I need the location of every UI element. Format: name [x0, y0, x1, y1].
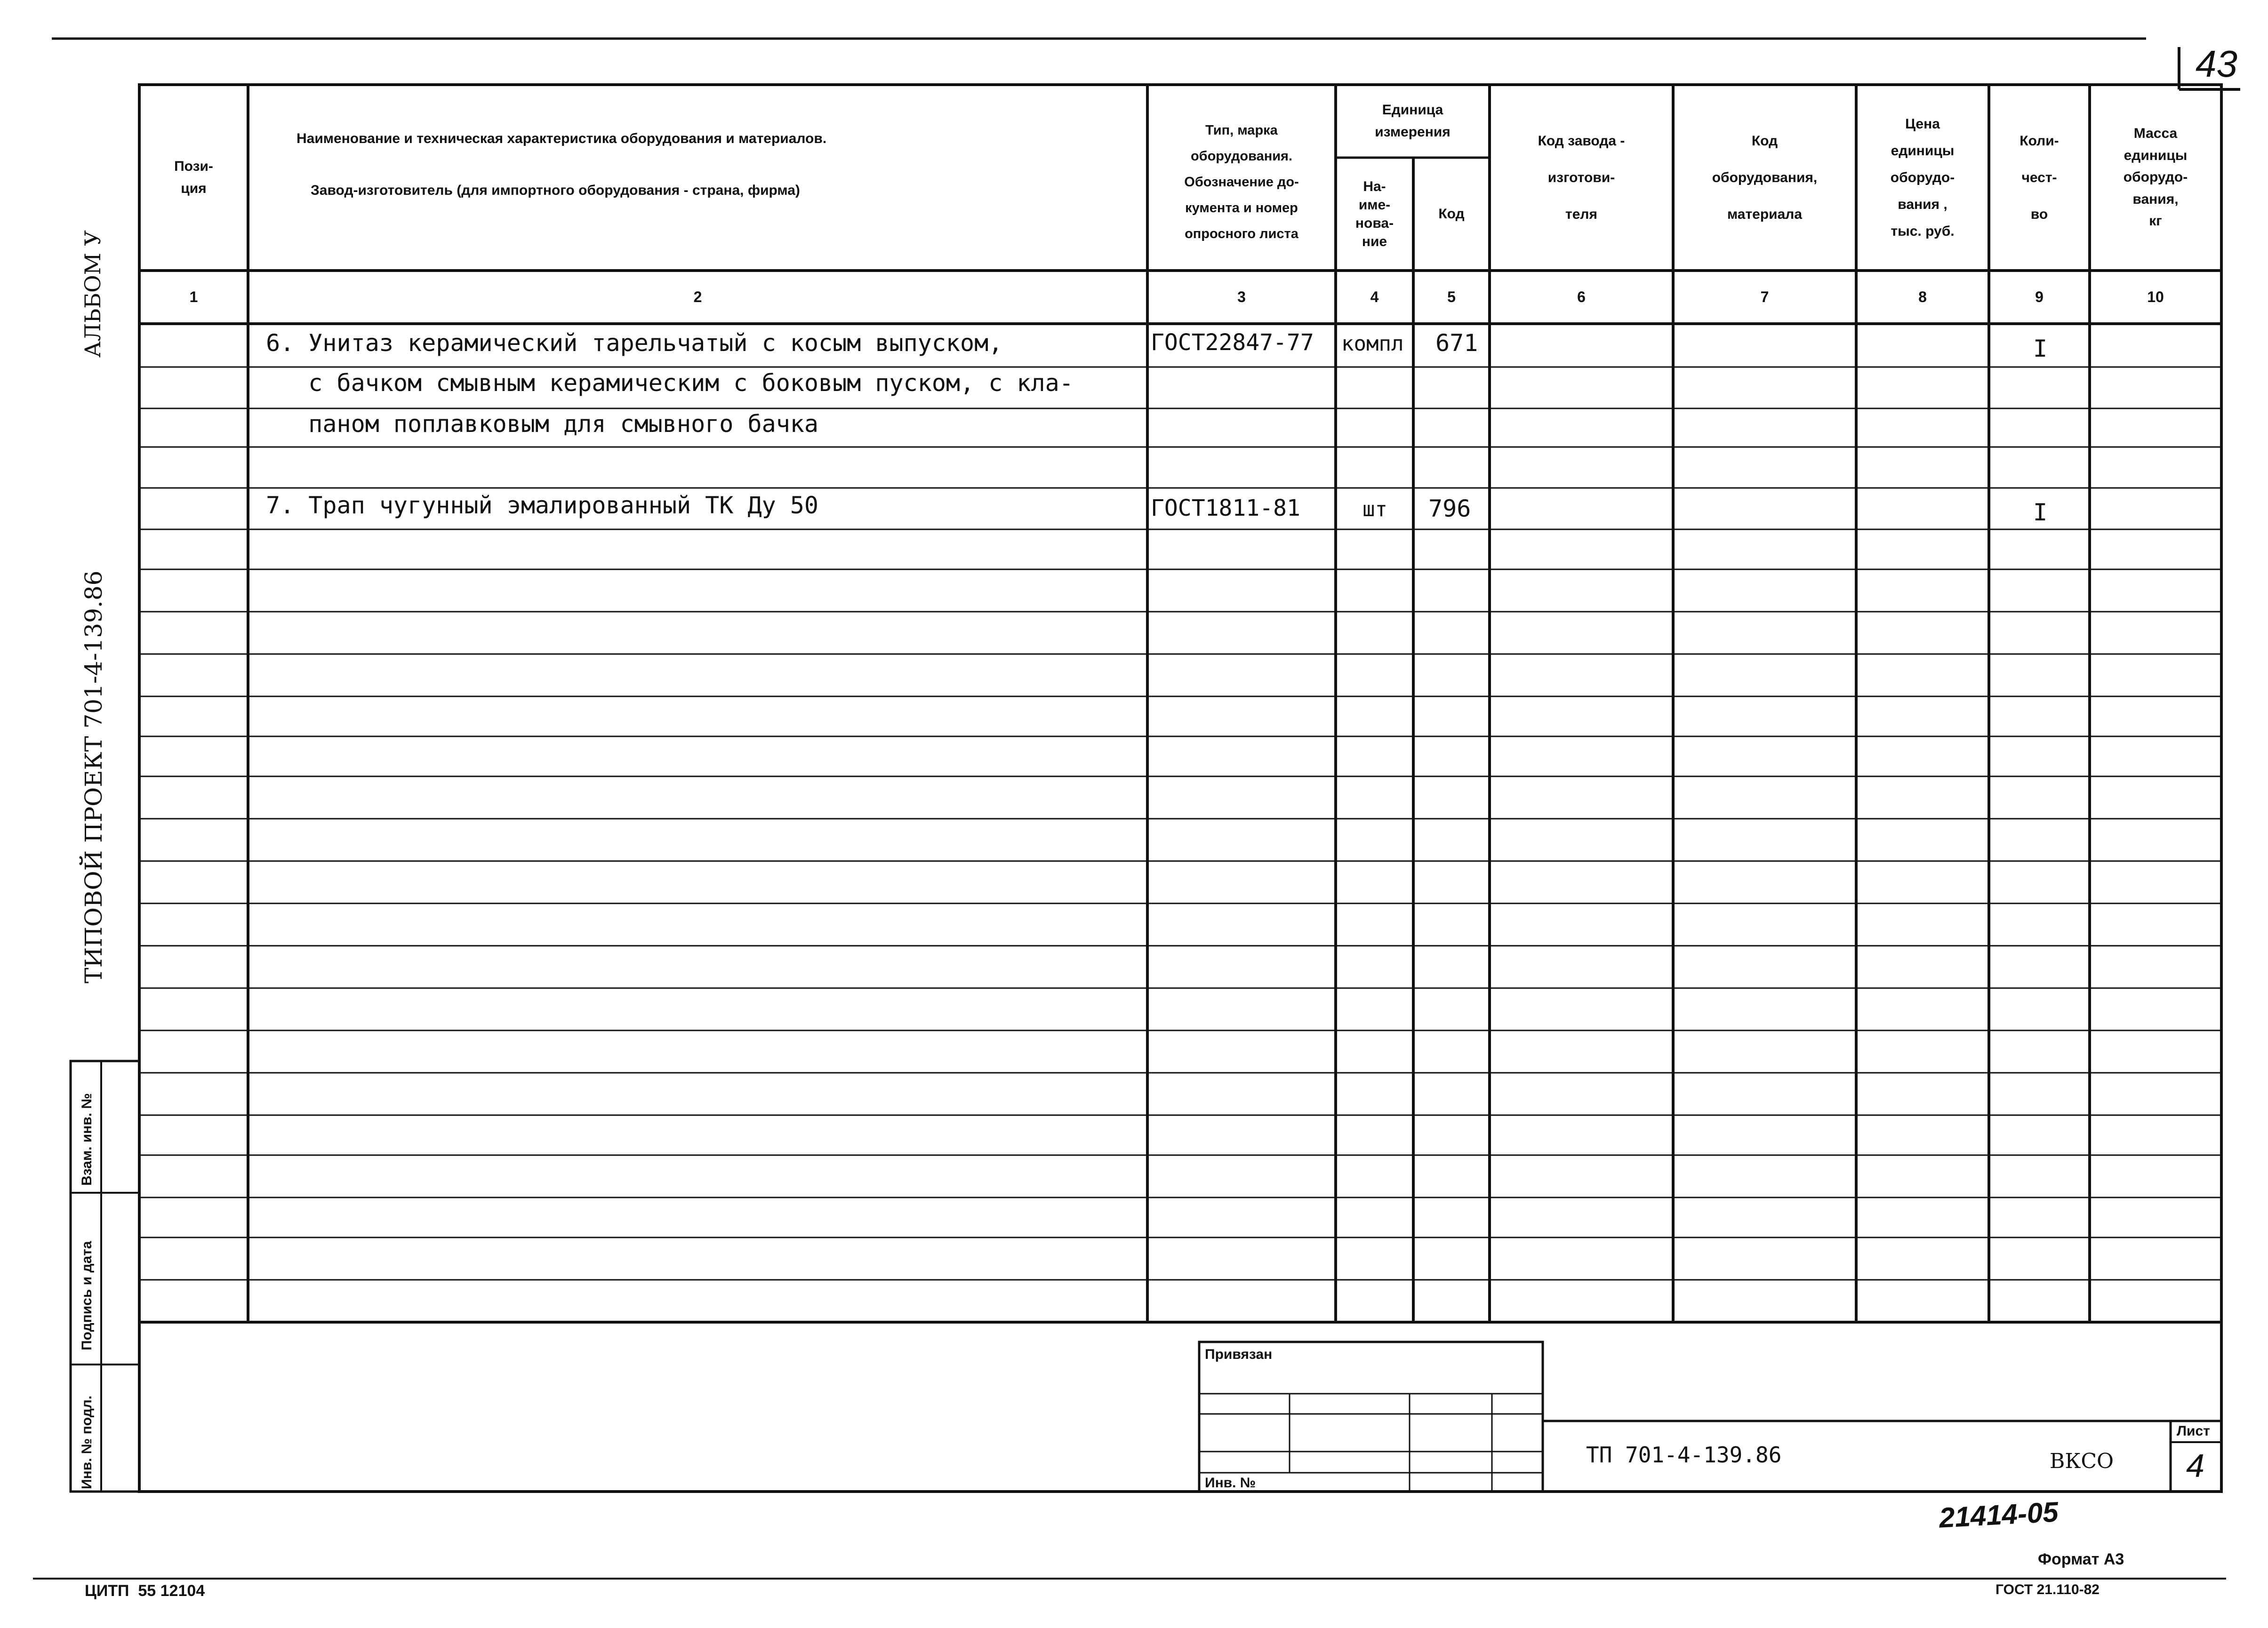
sheet-number: 4 — [2186, 1447, 2204, 1484]
header-unit-code: Код — [1438, 206, 1465, 222]
inv-no-label: Инв. № — [1205, 1475, 1256, 1491]
header-price: Цена единицы оборудо- вания , тыс. руб. — [1890, 116, 1955, 239]
header-position: Пози- ция — [174, 159, 213, 196]
row7-doc: ГОСТ1811-81 — [1151, 495, 1300, 521]
header-unit-group: Единица измерения — [1375, 102, 1451, 140]
row7-name: 7. Трап чугунный эмалированный ТК Ду 50 — [266, 492, 818, 519]
header-name-line2: Завод-изготовитель (для импортного оборудования - страна, фирма) — [311, 182, 800, 198]
header-unit-name: На- име- нова- ние — [1355, 179, 1394, 249]
row6-name-line3: паном поплавковым для смывного бачка — [266, 410, 818, 438]
colnum-10: 10 — [2147, 288, 2164, 305]
colnum-6: 6 — [1577, 288, 1586, 305]
stamp-signature-date: Подпись и дата — [79, 1241, 95, 1350]
row6-name-line2: с бачком смывным керамическим с боковым пуском, с кла- — [266, 369, 1074, 397]
row6-quantity: I — [2033, 335, 2048, 362]
row6-name-line1: 6. Унитаз керамический тарельчатый с косым выпуском, — [266, 329, 1003, 357]
header-equipment-code: Код оборудования, материала — [1712, 133, 1818, 222]
privyazan-label: Привязан — [1205, 1347, 1273, 1362]
header-mass: Масса единицы оборудо- вания, кг — [2123, 126, 2188, 229]
row6-doc: ГОСТ22847-77 — [1151, 329, 1314, 356]
header-factory-code: Код завода - изготови- теля — [1538, 133, 1625, 222]
handwritten-number: 21414-05 — [1938, 1496, 2060, 1534]
row6-unit-code: 671 — [1435, 329, 1478, 357]
row7-quantity: I — [2033, 499, 2048, 526]
row7-unit: шт — [1362, 497, 1387, 521]
colnum-8: 8 — [1918, 288, 1927, 305]
colnum-5: 5 — [1447, 288, 1456, 305]
standard-code: ГОСТ 21.110-82 — [1996, 1582, 2100, 1597]
row6-unit: компл — [1341, 332, 1404, 356]
sheet-label: Лист — [2177, 1423, 2210, 1439]
format-label: Формат А3 — [2038, 1550, 2124, 1568]
colnum-2: 2 — [693, 288, 702, 305]
stamp-vzam-inv: Взам. инв. № — [79, 1093, 95, 1186]
colnum-7: 7 — [1760, 288, 1769, 305]
colnum-9: 9 — [2035, 288, 2044, 305]
colnum-1: 1 — [189, 288, 198, 305]
print-code: ЦИТП 55 12104 — [85, 1582, 205, 1600]
drawing-mark: ВКСО — [2050, 1449, 2114, 1473]
colnum-3: 3 — [1237, 288, 1246, 305]
project-label: ТИПОВОЙ ПРОЕКТ 701-4-139.86 — [80, 570, 107, 983]
album-label: АЛЬБОМ У — [80, 230, 105, 358]
header-type: Тип, марка оборудования. Обозначение до- кумента и номер опросного листа — [1184, 122, 1299, 242]
header-quantity: Коли- чест- во — [2020, 133, 2059, 222]
colnum-4: 4 — [1370, 288, 1379, 305]
corner-sheet-number: 43 — [2196, 43, 2237, 85]
document-code: ТП 701-4-139.86 — [1586, 1442, 1782, 1468]
header-name-line1: Наименование и техническая характеристика оборудования и материалов. — [297, 130, 827, 146]
stamp-inv-podl: Инв. № подл. — [79, 1395, 95, 1489]
row7-unit-code: 796 — [1428, 495, 1471, 522]
